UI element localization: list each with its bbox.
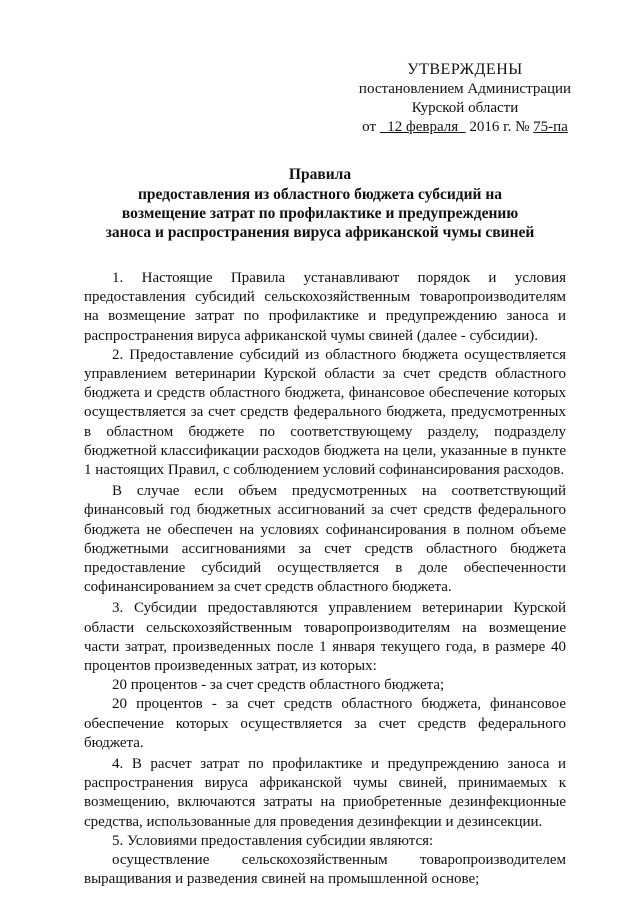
approval-date-line <box>330 118 600 137</box>
paragraph-3: В случае если объем предусмотренных на соответствующий финансовый год бюджетных ассигнований за счет средств федерального бюджета не обеспечен на условиях софинансирования в полном объеме бюджетными ассигнованиями за счет средств областного бюджета предоставление субсидий осуществляется в доле обеспеченности софинансированием за счет средств областного бюджета. <box>84 483 566 596</box>
document-title <box>100 165 540 242</box>
paragraph-6: 20 процентов - за счет средств областного бюджета, финансовое обеспечение которых осуществляется за счет средств федерального бюджета. <box>84 696 566 751</box>
paragraph-7: 4. В расчет затрат по профилактике и предупреждению заноса и распространения вируса африканской чумы свиней, принимаемых к возмещению, включаются затраты на приобретенные дезинфекционные средства, использованные для проведения дезинфекции и дезинсекции. <box>84 756 566 830</box>
approval-line-1: постановлением Администрации <box>358 81 572 97</box>
paragraph-1: 1. Настоящие Правила устанавливают порядок и условия предоставления субсидий сельскохозяйственным товаропроизводителям на возмещение затрат по профилактике и предупреждению заноса и распространения вируса африканской чумы свиней (далее - субсидии). <box>84 270 566 344</box>
paragraph-4: 3. Субсидии предоставляются управлением ветеринарии Курской области сельскохозяйственным товаропроизводителям на возмещение части затрат, произведенных после 1 января текущего года, в размере 40 процентов произведенных затрат, из которых: <box>84 600 566 675</box>
approval-year: 2016 г. <box>469 119 512 135</box>
approval-line-2: Курской области <box>411 100 519 116</box>
paragraph-2: 2. Предоставление субсидий из областного бюджета осуществляется управлением ветеринарии Курской области за счет средств областного бюджета и средств областного бюджета, финансовое обеспечение которых осуществляется за счет средств федерального бюджета, предусмотренных в областном бюджете по соответствующему разделу, подразделу бюджетной классификации расходов бюджета на цели, указанные в пункте 1 настоящих Правил, с соблюдением условий софинансирования расходов. <box>84 346 566 479</box>
approval-heading: УТВЕРЖДЕНЫ <box>407 61 523 78</box>
approval-number: 75-па <box>533 119 568 135</box>
number-prefix: № <box>515 119 530 135</box>
title-line-2: предоставления из областного бюджета субсидий на возмещение затрат по профилактике и предупреждению заноса и распространения вируса африканской чумы свиней <box>105 186 535 241</box>
paragraph-8: 5. Условиями предоставления субсидии являются: <box>112 832 434 849</box>
paragraph-5: 20 процентов - за счет средств областного бюджета; <box>112 677 445 694</box>
paragraph-9: осуществление сельскохозяйственным товаропроизводителем выращивания и разведения свиней на промышленной основе; <box>84 852 566 888</box>
date-prefix: от <box>362 119 376 135</box>
document-body <box>84 269 566 890</box>
title-line-1: Правила <box>288 166 352 183</box>
approval-date: 12 февраля <box>387 119 459 135</box>
approval-stamp <box>330 60 600 137</box>
